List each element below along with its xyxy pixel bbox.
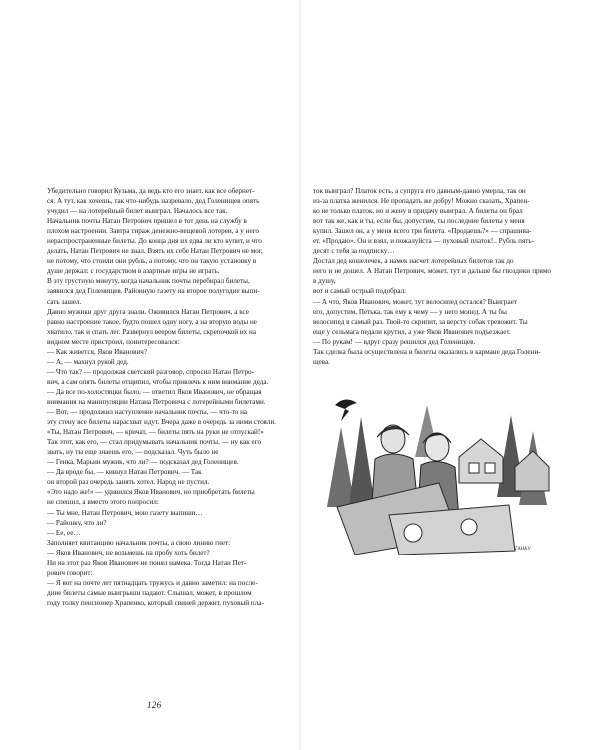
text-line: — Вот, — продолжил наступление начальник почты, — что-то на <box>47 408 248 417</box>
text-line: — А, — махнул рукой дед. <box>47 357 129 366</box>
text-line: плохом настроении. Завтра тираж денежно-вещевой лотереи, а у него <box>47 227 259 236</box>
text-line: — Я вот на почте лет пятнадцать тружусь и давно заметил: на после- <box>47 578 258 587</box>
text-line: велосипед в самый раз. Твой-то скрипит, за версту собак тревожит. Ты <box>313 317 528 326</box>
page-number: 126 <box>147 700 162 710</box>
text-line: ся. А тут, как хочешь, так что-нибудь назревало, дед Голенищев опять <box>47 197 260 206</box>
text-line: делать, Натан Петрович не знал. Взять их себе Натан Петрович не мог, <box>47 247 263 256</box>
text-line: не потому, что стоили они рубль, а потому, что он такую установку в <box>47 257 257 266</box>
text-line: — Как живется, Яков Иванович? <box>47 347 148 356</box>
text-line: звать, ну ты еще знаешь его, — подсказал. Чуть было не <box>47 448 219 457</box>
text-line: ет. «Продаю». Он и взял, и пожалуйста — пуховый платок!.. Рубль пять- <box>313 237 535 246</box>
text-line: внимания на манипуляции Натана Петровича с лотерейными билетами. <box>47 397 266 406</box>
text-line: Ни на этот раз Яков Иванович не понял намека. Тогда Натан Пет- <box>47 558 247 567</box>
text-line: вот так же, как и ты, если бы, допустим, ты последние билеты у меня <box>313 217 525 226</box>
text-line: В эту грустную минуту, когда начальник почты перебирал билеты, <box>47 277 250 286</box>
text-line: — Генка, Марьин мужик, что ли? — подсказал дед Голенищев. <box>47 458 239 467</box>
text-line: — Да вроде бы, — кивнул Натан Петрович. — Так <box>47 468 202 477</box>
text-line: Достал дед кошелечек, а намек насчет лотерейных билетов так до <box>313 257 514 266</box>
right-text-column <box>313 186 551 367</box>
text-line: сать зашел. <box>47 297 82 306</box>
text-line: Заполняет квитанцию начальник почты, а свою линию гнет: <box>47 538 231 547</box>
text-line: — Да все по-холостяцки было, — ответил Яков Иванович, не обращая <box>47 387 262 396</box>
text-line: Убедительно говорил Кузьма, да ведь кто его знает, как все обернет- <box>47 187 255 195</box>
left-text-column <box>47 186 278 608</box>
text-line: вич, а сам опять билеты отщипил, чтобы привлечь к ним внимание деда. <box>47 377 269 386</box>
text-line: десят с тебя за подписку… <box>313 247 395 256</box>
text-line: «Это надо же!» — удивился Яков Иванович, но приобретать билеты <box>47 488 255 497</box>
illustration-signature: ГАНКУ <box>515 547 531 552</box>
text-line: хватило, так и спать лег. Развернул веером билеты, скрепочкой их на <box>47 327 257 336</box>
illustration-village-scene <box>319 387 551 555</box>
text-line: учудил — на лотерейный билет выиграл. Началось все так. <box>47 207 228 216</box>
text-line: — Ее, ее… <box>47 528 81 537</box>
text-line: — Яков Иванович, не возьмешь на пробу хоть билет? <box>47 548 210 557</box>
text-line: него и не дошел. А Натан Петрович, может, тут и дальше бы гвоздики прямо в душу, <box>313 267 551 286</box>
text-line: — Районку, что ли? <box>47 518 107 527</box>
text-line: Начальник почты Натан Петрович пришел в тот день на службу в <box>47 217 247 226</box>
text-line: эту стену все билеты нарасхват идут. Вчера даже в очередь за ними стояли. <box>47 418 276 427</box>
text-line: — А что, Яков Иванович, может, тут велосипед остался? Выиграет <box>313 297 517 306</box>
text-line: нераспространенные билеты. До конца дня их едва ли кто купит, и что <box>47 237 262 246</box>
text-line: Так сделка была осуществлена и билеты оказались в кармане деда Голени- <box>313 347 541 356</box>
text-line: году толку пенсионер Храпенко, который свиней держит, пуховый пла- <box>47 598 264 607</box>
text-line: щева. <box>313 357 330 366</box>
text-line: его, допустим, Петька, так ему к чему — у него мопед. А ты бы <box>313 307 507 316</box>
text-line: купил. Зашел он, а у меня всего три билета. «Продаешь?» — спрашива- <box>313 227 532 236</box>
text-line: вот и самый острый подобрал: <box>313 287 407 296</box>
text-line: — Ты мне, Натан Петрович, мою газету выпиши… <box>47 508 203 517</box>
text-line: еще у сельмага педали крутил, а уже Яков Иванович подъезжает. <box>313 327 511 336</box>
text-line: ко не только платок, но и жену в придачу выиграл. А билеты он брал <box>313 207 523 216</box>
text-line: он второй раз очередь занять хотел. Народ не пустил. <box>47 478 210 487</box>
right-page <box>300 0 600 750</box>
text-line: не спешил, а вместо этого попросил: <box>47 498 159 507</box>
text-line: ток выиграл? Платок есть, а супруга его давным-давно умерла, так он <box>313 187 526 195</box>
text-line: равно настроение такое, будто пошел одну ногу, а на вторую воды не <box>47 317 257 326</box>
text-line: «Ты, Натан Петрович, — кричат, — билеты пять на руки не отпускай!» <box>47 428 264 437</box>
text-line: из-за платка женился. Не пропадать же добру! Можно сказать, Храпен- <box>313 197 530 206</box>
text-line: рович говорит: <box>47 568 93 577</box>
text-line: — Что так? — продолжая светский разговор, спросил Натан Петро- <box>47 367 254 376</box>
text-line: Давно мужики друг друга знали. Оживился Натан Петрович, а все <box>47 307 249 316</box>
text-line: видном месте пристроил, поинтересовался: <box>47 337 180 346</box>
text-line: заявился дед Голенищев. Районную газету на второе полугодие выпи- <box>47 287 260 296</box>
text-line: душе держал: с государством в азартные игры не играть. <box>47 267 220 276</box>
text-line: Так этот, как его, — стал придумывать начальник почты, — ну как его <box>47 438 262 447</box>
text-line: дние билеты самые выигрыши падают. Слышал, может, в прошлом <box>47 588 252 597</box>
text-line: — По рукам! — вдруг сразу решился дед Голенищев. <box>313 337 476 346</box>
